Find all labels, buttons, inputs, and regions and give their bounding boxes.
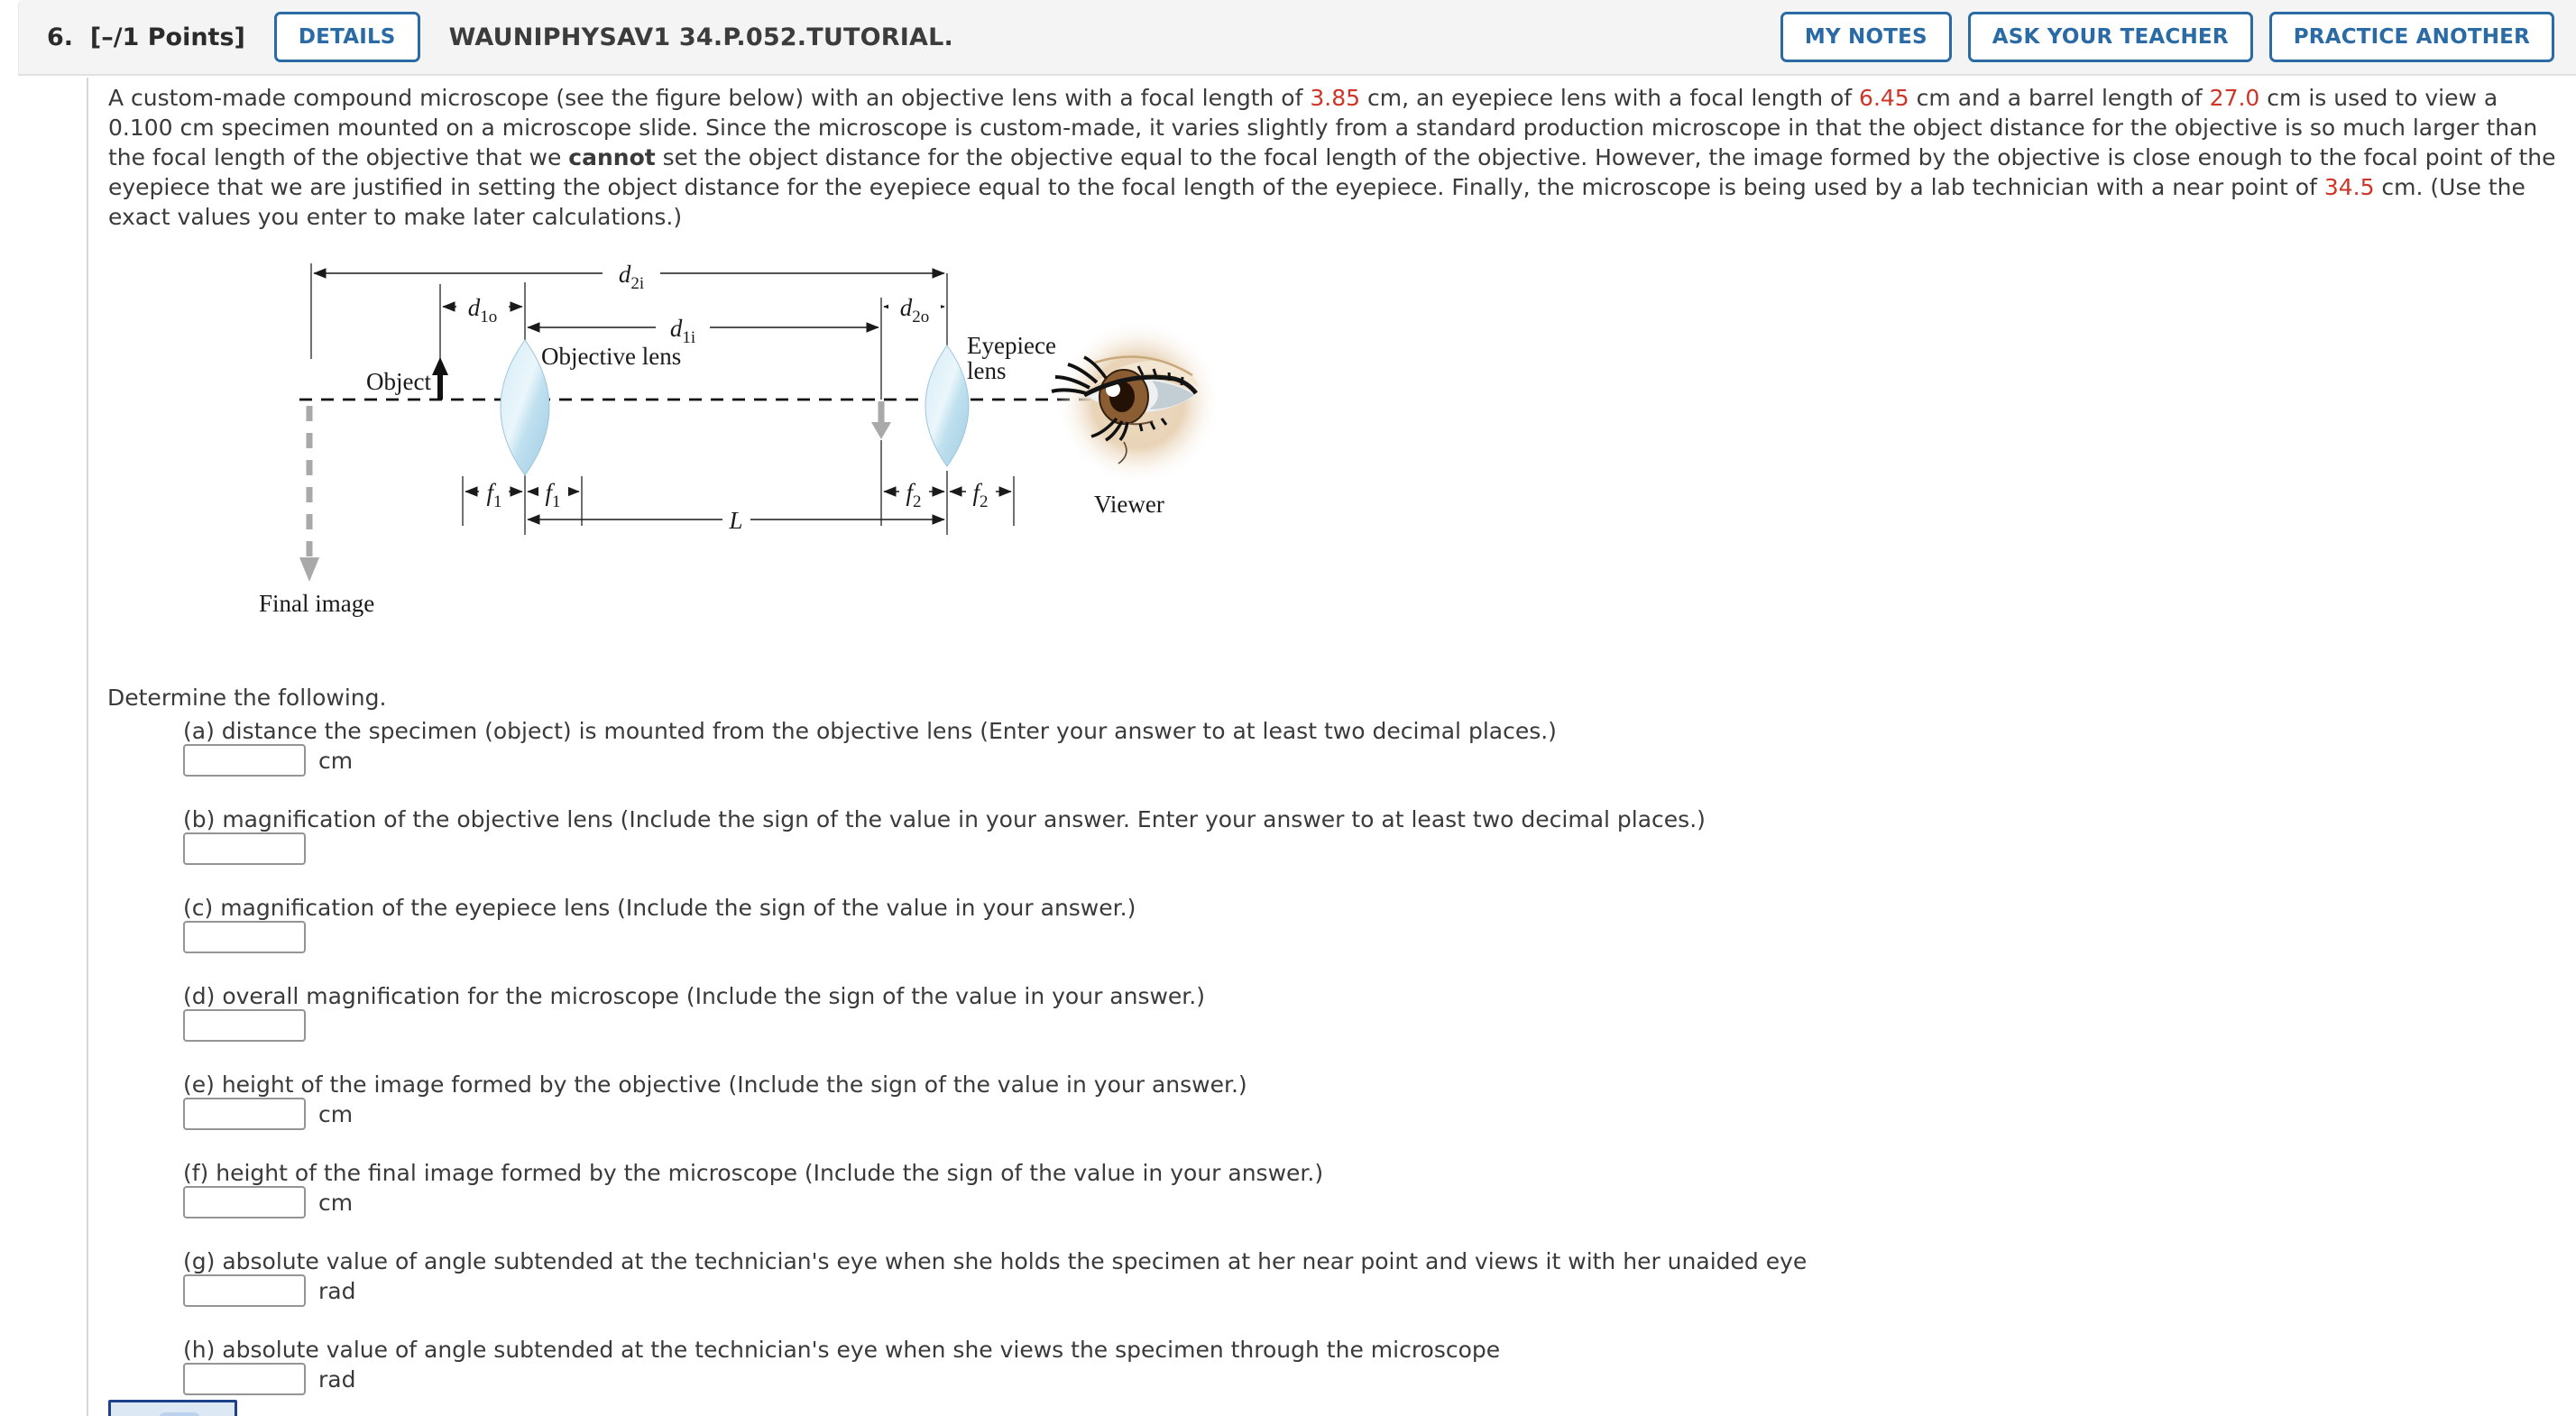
question-h: [183, 1338, 2348, 1395]
unit-label: cm: [318, 1189, 354, 1216]
determine-heading: Determine the following.: [107, 685, 387, 711]
dim-label-f2-left: $f_2$: [906, 479, 922, 511]
question-g: [183, 1249, 2348, 1307]
question-text: (e) height of the image formed by the objective (Include the sign of the value in your answer.): [183, 1071, 1247, 1098]
details-button[interactable]: DETAILS: [274, 12, 420, 62]
question-c: [183, 896, 2348, 953]
final-image-arrow: [299, 406, 319, 582]
question-a: [183, 719, 2348, 777]
microscope-figure: [253, 253, 1263, 640]
question-text: (b) magnification of the objective lens (Include the sign of the value in your answer. Enter your answer to at least two decimal places.): [183, 806, 1706, 832]
unit-label: rad: [318, 1365, 356, 1393]
object-arrow: [432, 357, 448, 400]
answer-input-b[interactable]: [183, 832, 306, 865]
question-text: (a) distance the specimen (object) is mounted from the objective lens (Enter your answer to at least two decimal places.): [183, 718, 1557, 744]
submit-button-glyph: [159, 1412, 200, 1416]
figure-label-eyepiece: Eyepiece: [967, 332, 1056, 359]
dim-label-d1i: $d_{1i}$: [669, 315, 696, 347]
ask-your-teacher-button[interactable]: ASK YOUR TEACHER: [1968, 12, 2253, 62]
dim-label-d2o: $d_{2o}$: [899, 294, 930, 326]
submit-button-partial[interactable]: [108, 1400, 237, 1416]
figure-label-objective-lens: Objective lens: [541, 343, 682, 370]
question-e: [183, 1072, 2348, 1130]
dim-label-f2-right: $f_2$: [972, 479, 989, 511]
figure-label-object: Object: [366, 368, 431, 395]
question-d: [183, 984, 2348, 1042]
unit-label: cm: [318, 747, 354, 774]
intermediate-image-arrow: [871, 401, 891, 439]
question-text: (h) absolute value of angle subtended at the technician's eye when she views the specimen through the microscope: [183, 1337, 1501, 1363]
dim-label-f1-right: $f_1$: [545, 479, 561, 511]
answer-input-c[interactable]: [183, 921, 306, 953]
answer-input-d[interactable]: [183, 1009, 306, 1042]
eyepiece-lens-shape: [925, 345, 969, 466]
question-b: [183, 807, 2348, 865]
question-text: (d) overall magnification for the microscope (Include the sign of the value in your answer.): [183, 983, 1205, 1009]
answer-input-g[interactable]: [183, 1274, 306, 1307]
figure-label-final-image: Final image: [259, 590, 375, 617]
content-left-divider: [87, 78, 88, 1416]
figure-label-viewer: Viewer: [1094, 491, 1164, 518]
practice-another-button[interactable]: PRACTICE ANOTHER: [2269, 12, 2554, 62]
question-f: [183, 1161, 2348, 1218]
question-text: (c) magnification of the eyepiece lens (Include the sign of the value in your answer.): [183, 895, 1136, 921]
answer-input-f[interactable]: [183, 1186, 306, 1218]
dim-label-L: L: [729, 507, 743, 534]
dim-label-d1o: $d_{1o}$: [467, 294, 498, 326]
my-notes-button[interactable]: MY NOTES: [1780, 12, 1952, 62]
dim-label-d2i: $d_{2i}$: [618, 261, 645, 293]
dim-label-f1-left: $f_1$: [486, 479, 502, 511]
problem-statement: A custom-made compound microscope (see the figure below) with an objective lens with a focal length of 3.85 cm, an eyepiece lens with a focal length of 6.45 cm and a barrel length of 27.0 cm is used to view a 0.100 cm specimen mounted on a microscope slide. Since the microscope is custom-made, it varies slightly from a standard production microscope in that the object distance for the objective is so much larger than the focal length of the objective that we cannot set the object distance for the objective equal to the focal length of the objective. However, the image formed by the objective is close enough to the focal point of the eyepiece that we are justified in setting the object distance for the eyepiece equal to the focal length of the eyepiece. Finally, the microscope is being used by a lab technician with a near point of 34.5 cm. (Use the exact values you enter to make later calculations.): [108, 85, 2556, 230]
answer-input-a[interactable]: [183, 744, 306, 777]
question-text: (f) height of the final image formed by the microscope (Include the sign of the value in your answer.): [183, 1160, 1324, 1186]
question-header-bar: [18, 0, 2576, 76]
viewer-eye-illustration: [1052, 319, 1221, 485]
question-number-points: 6. [–/1 Points]: [47, 23, 245, 51]
unit-label: cm: [318, 1100, 354, 1127]
answer-input-e[interactable]: [183, 1098, 306, 1130]
question-text: (g) absolute value of angle subtended at the technician's eye when she holds the specimen at her near point and views it with her unaided eye: [183, 1248, 1808, 1274]
answer-input-h[interactable]: [183, 1363, 306, 1395]
figure-label-eyepiece-lens: lens: [967, 357, 1007, 384]
assignment-code-title: WAUNIPHYSAV1 34.P.052.TUTORIAL.: [448, 23, 953, 51]
unit-label: rad: [318, 1277, 356, 1304]
